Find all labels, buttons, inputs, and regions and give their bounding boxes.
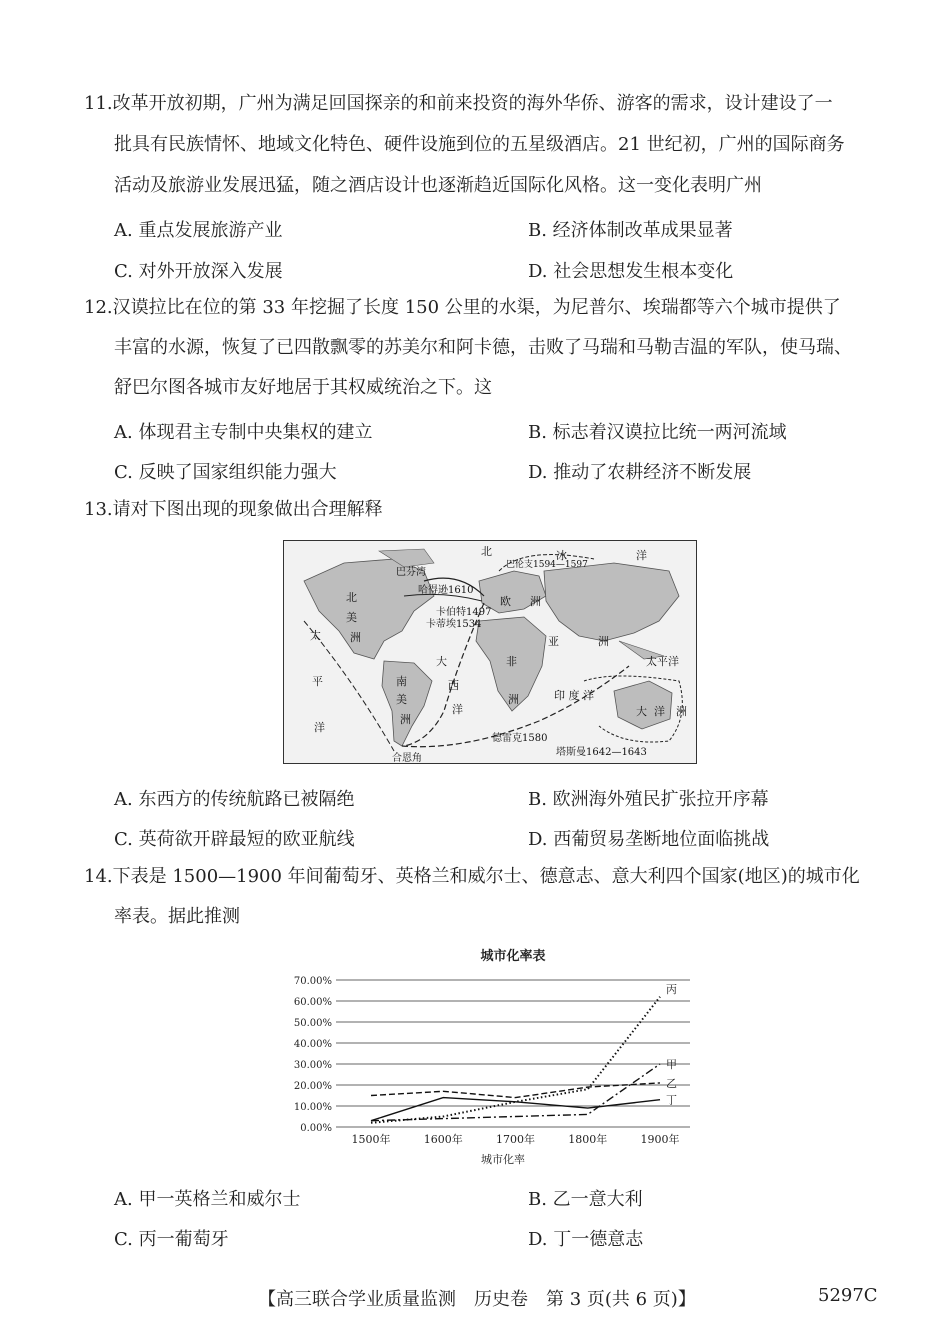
world-map-figure: [283, 540, 697, 764]
map-label: 亚: [548, 635, 559, 648]
map-label: 太: [310, 629, 321, 642]
q14-option-d[interactable]: D. 丁一德意志: [528, 1229, 644, 1250]
map-label: 北: [481, 545, 492, 558]
q14-line-1: 14.下表是 1500—1900 年间葡萄牙、英格兰和威尔士、德意志、意大利四个国家(地区)的城市化: [84, 866, 860, 887]
map-label: 平: [312, 675, 323, 688]
y-tick-label: 40.00%: [293, 1039, 332, 1050]
route-label-cape-horn: 合恩角: [392, 753, 422, 764]
x-tick-label: 1500年: [351, 1133, 391, 1146]
x-tick-label: 1800年: [568, 1133, 608, 1146]
chart-title: 城市化率表: [480, 949, 546, 964]
map-label: 洲: [676, 705, 687, 718]
map-label: 洲: [598, 635, 609, 648]
route-label-cartier: 卡蒂埃1534: [426, 619, 482, 630]
q14-option-b[interactable]: B. 乙一意大利: [528, 1189, 643, 1210]
map-label: 美: [346, 611, 357, 624]
x-tick-label: 1700年: [496, 1133, 535, 1146]
q12-option-d[interactable]: D. 推动了农耕经济不断发展: [528, 462, 752, 483]
map-label: 洲: [350, 631, 361, 644]
x-axis-label: 城市化率: [481, 1153, 525, 1166]
series-line-丁: [371, 1098, 660, 1121]
q12-option-b[interactable]: B. 标志着汉谟拉比统一两河流域: [528, 422, 787, 443]
route-label-tasman: 塔斯曼1642—1643: [556, 747, 647, 758]
series-label: 乙: [666, 1076, 677, 1090]
map-label: 洲: [508, 693, 519, 706]
route-label-barents: 巴伦支1594—1597: [506, 560, 588, 570]
map-label: 冰: [556, 549, 567, 562]
y-tick-label: 70.00%: [293, 976, 332, 987]
series-line-丙: [371, 997, 660, 1123]
map-label: 洋: [636, 549, 647, 562]
map-label: 洋: [314, 721, 325, 734]
q12-option-c[interactable]: C. 反映了国家组织能力强大: [114, 462, 337, 483]
q12-line-2: 丰富的水源，恢复了已四散飘零的苏美尔和阿卡德，击败了马瑞和马勒吉温的军队，使马瑞、: [114, 337, 852, 358]
x-tick-label: 1900年: [640, 1133, 680, 1146]
map-label: 欧: [500, 595, 511, 608]
q13-line-1: 13.请对下图出现的现象做出合理解释: [84, 499, 383, 520]
map-label: 美: [396, 693, 407, 706]
q13-option-c[interactable]: C. 英荷欲开辟最短的欧亚航线: [114, 829, 355, 850]
map-label: 洲: [530, 595, 541, 608]
q11-option-a[interactable]: A. 重点发展旅游产业: [114, 220, 283, 241]
q14-option-c[interactable]: C. 丙一葡萄牙: [114, 1229, 229, 1250]
q14-line-2: 率表。据此推测: [114, 906, 240, 927]
map-label: 印 度 洋: [554, 689, 594, 702]
page-footer: 【高三联合学业质量监测 历史卷 第 3 页(共 6 页)】: [258, 1289, 696, 1310]
map-label: 大: [636, 705, 647, 718]
map-landmass: [284, 541, 696, 763]
q11-option-b[interactable]: B. 经济体制改革成果显著: [528, 220, 733, 241]
y-tick-label: 0.00%: [300, 1123, 332, 1134]
q11-option-c[interactable]: C. 对外开放深入发展: [114, 261, 283, 282]
map-label: 洋: [654, 705, 665, 718]
series-label: 甲: [666, 1058, 677, 1071]
map-label: 南: [396, 675, 407, 688]
urbanization-chart: [286, 940, 700, 1170]
map-label: 北: [346, 591, 357, 604]
q12-line-3: 舒巴尔图各城市友好地居于其权威统治之下。这: [114, 377, 492, 398]
series-line-甲: [371, 1064, 660, 1121]
series-label: 丙: [666, 982, 677, 996]
q12-line-1: 12.汉谟拉比在位的第 33 年挖掘了长度 150 公里的水渠，为尼普尔、埃瑞都等六个城市提供了: [84, 297, 841, 318]
q11-option-d[interactable]: D. 社会思想发生根本变化: [528, 261, 734, 282]
route-label-drake: 德雷克1580: [492, 733, 548, 744]
y-tick-label: 20.00%: [293, 1081, 332, 1092]
q11-line-2: 批具有民族情怀、地域文化特色、硬件设施到位的五星级酒店。21 世纪初，广州的国际商务: [114, 134, 845, 155]
q13-option-a[interactable]: A. 东西方的传统航路已被隔绝: [114, 789, 355, 810]
route-label-cabot: 卡伯特1497: [436, 607, 492, 618]
map-label: 洲: [400, 713, 411, 726]
y-tick-label: 30.00%: [293, 1060, 332, 1071]
q14-option-a[interactable]: A. 甲一英格兰和威尔士: [114, 1189, 301, 1210]
y-tick-label: 50.00%: [293, 1018, 332, 1029]
chart-svg: [286, 940, 700, 1170]
q12-option-a[interactable]: A. 体现君主专制中央集权的建立: [114, 422, 373, 443]
q11-line-1: 11.改革开放初期，广州为满足回国探亲的和前来投资的海外华侨、游客的需求，设计建设了一: [84, 93, 833, 114]
q13-option-b[interactable]: B. 欧洲海外殖民扩张拉开序幕: [528, 789, 769, 810]
x-tick-label: 1600年: [423, 1133, 463, 1146]
map-label: 大: [436, 655, 447, 668]
map-label: 非: [506, 655, 517, 668]
series-label: 丁: [666, 1093, 677, 1107]
q11-line-3: 活动及旅游业发展迅猛，随之酒店设计也逐渐趋近国际化风格。这一变化表明广州: [114, 175, 762, 196]
map-label: 西: [448, 679, 459, 692]
map-label: 洋: [452, 703, 463, 716]
exam-code: 5297C: [818, 1285, 878, 1306]
route-label-baffin: 巴芬湾: [396, 567, 426, 578]
q13-option-d[interactable]: D. 西葡贸易垄断地位面临挑战: [528, 829, 770, 850]
y-tick-label: 10.00%: [293, 1102, 332, 1113]
route-label-hudson: 哈得逊1610: [418, 585, 474, 596]
map-label: 太平洋: [646, 655, 679, 668]
y-tick-label: 60.00%: [293, 997, 332, 1008]
